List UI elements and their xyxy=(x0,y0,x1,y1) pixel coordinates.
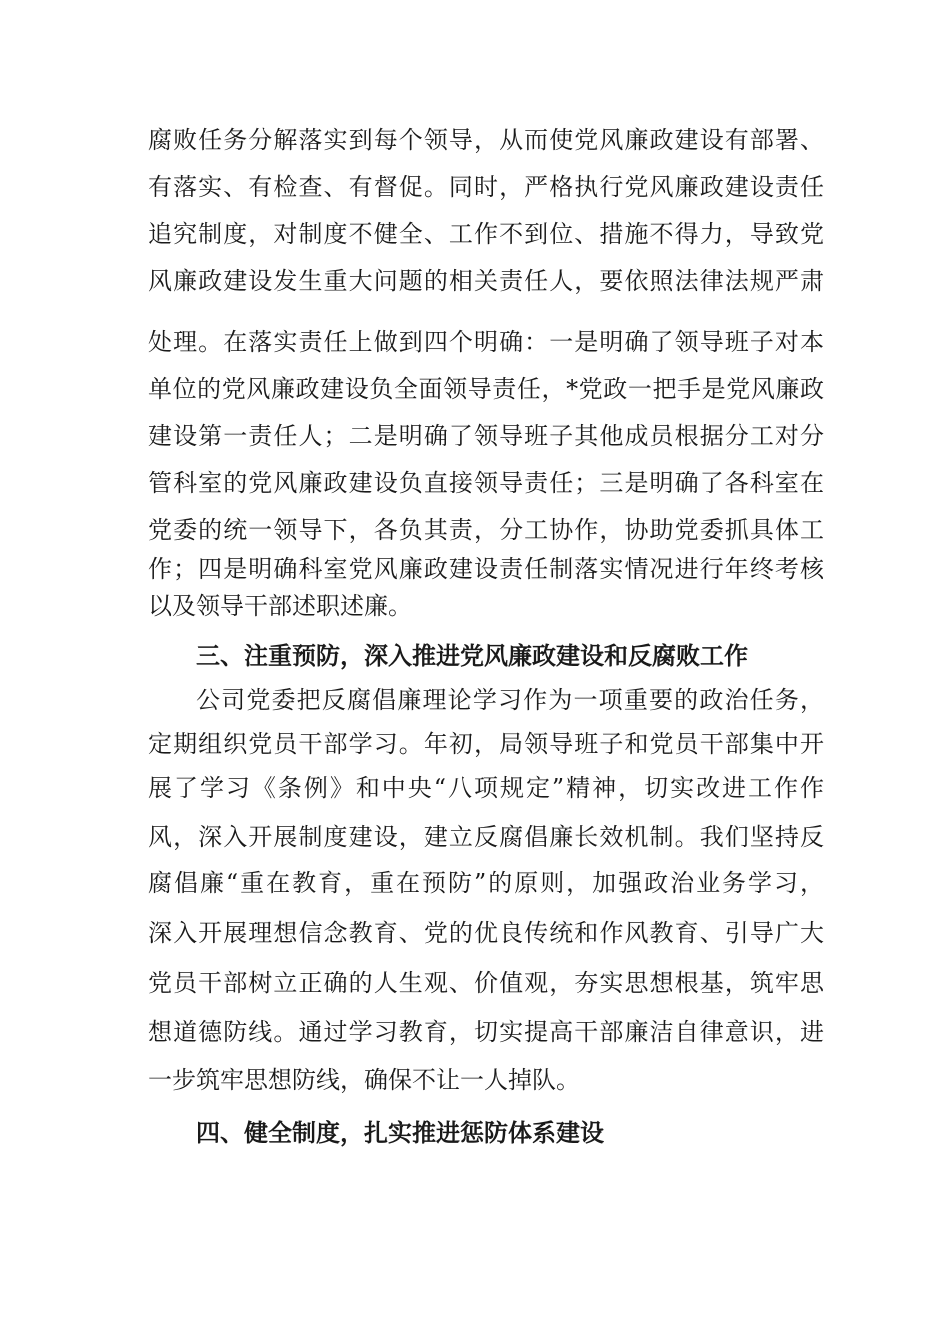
paragraph-line: 一步筑牢思想防线，确保不让一人掉队。 xyxy=(148,1066,580,1094)
paragraph-line: 腐败任务分解落实到每个领导，从而使党风廉政建设有部署、 xyxy=(148,126,824,154)
paragraph-line: 管科室的党风廉政建设负直接领导责任；三是明确了各科室在 xyxy=(148,469,824,497)
paragraph-line: 公司党委把反腐倡廉理论学习作为一项重要的政治任务， xyxy=(196,686,824,714)
paragraph-line: 有落实、有检查、有督促。同时，严格执行党风廉政建设责任 xyxy=(148,173,824,201)
paragraph-line: 以及领导干部述职述廉。 xyxy=(148,592,412,620)
paragraph-line: 建设第一责任人；二是明确了领导班子其他成员根据分工对分 xyxy=(148,422,824,450)
paragraph-line: 腐倡廉“重在教育，重在预防”的原则，加强政治业务学习， xyxy=(148,869,824,897)
paragraph-line: 风廉政建设发生重大问题的相关责任人，要依照法律法规严肃 xyxy=(148,267,824,295)
paragraph-line: 定期组织党员干部学习。年初，局领导班子和党员干部集中开 xyxy=(148,730,824,758)
paragraph-line: 作；四是明确科室党风廉政建设责任制落实情况进行年终考核 xyxy=(148,555,824,583)
paragraph-line: 想道德防线。通过学习教育，切实提高干部廉洁自律意识，进 xyxy=(148,1018,824,1046)
paragraph-line: 单位的党风廉政建设负全面领导责任，*党政一把手是党风廉政 xyxy=(148,375,824,403)
paragraph-line: 党委的统一领导下，各负其责，分工协作，协助党委抓具体工 xyxy=(148,516,824,544)
paragraph-line: 展了学习《条例》和中央“八项规定”精神，切实改进工作作 xyxy=(148,774,824,802)
paragraph-line: 追究制度，对制度不健全、工作不到位、措施不得力，导致党 xyxy=(148,220,824,248)
section-heading-4: 四、健全制度，扎实推进惩防体系建设 xyxy=(196,1119,604,1147)
paragraph-line: 处理。在落实责任上做到四个明确：一是明确了领导班子对本 xyxy=(148,328,824,356)
section-heading-3: 三、注重预防，深入推进党风廉政建设和反腐败工作 xyxy=(196,642,748,670)
paragraph-line: 党员干部树立正确的人生观、价值观，夯实思想根基，筑牢思 xyxy=(148,969,824,997)
paragraph-line: 风，深入开展制度建设，建立反腐倡廉长效机制。我们坚持反 xyxy=(148,823,824,851)
paragraph-line: 深入开展理想信念教育、党的优良传统和作风教育、引导广大 xyxy=(148,919,824,947)
